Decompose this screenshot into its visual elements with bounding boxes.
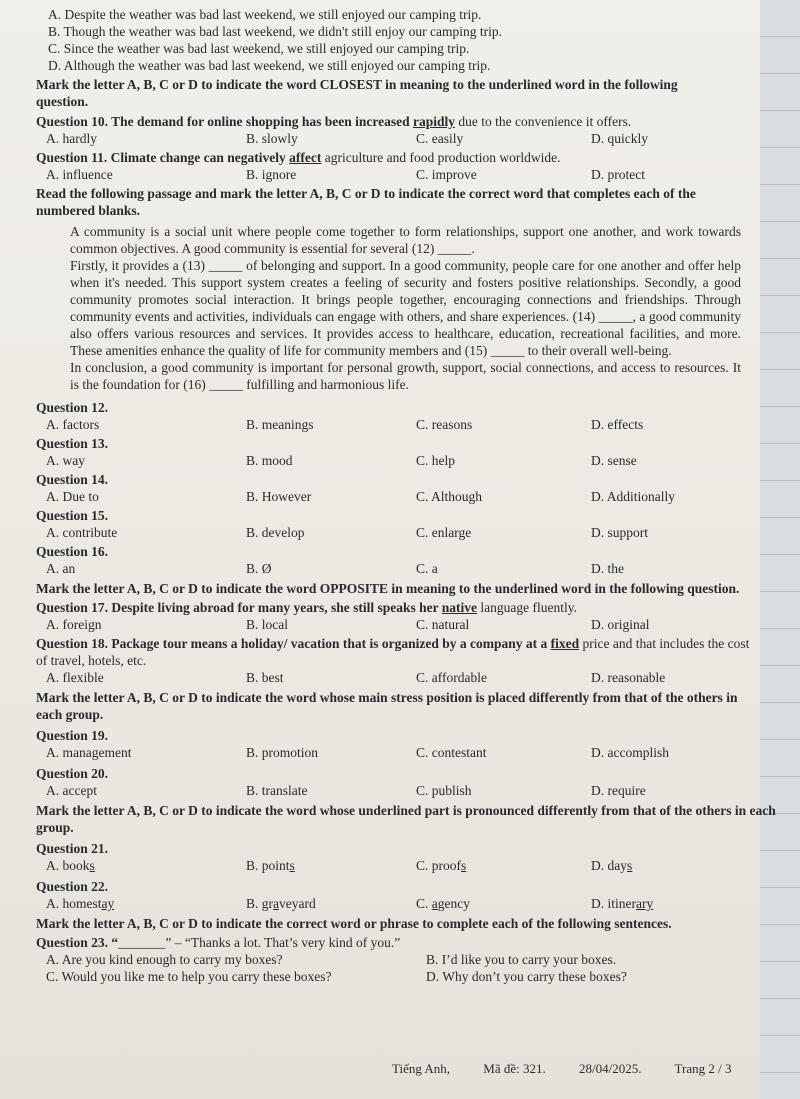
instruction-passage: Read the following passage and mark the letter A, B, C or D to indicate the correct word that completes each of the numbered blanks. xyxy=(36,186,696,218)
footer-date: 28/04/2025. xyxy=(579,1061,642,1076)
q18-after: price and that includes the cost of travel, hotels, etc. xyxy=(36,636,750,668)
q14-option-d[interactable]: D. Additionally xyxy=(591,489,675,504)
q11-option-a[interactable]: A. influence xyxy=(46,167,113,182)
q11-before: Question 11. Climate change can negatively xyxy=(36,150,290,165)
q22-option-c[interactable]: C. agency xyxy=(416,896,470,911)
q19-option-c[interactable]: C. contestant xyxy=(416,745,487,760)
q17-option-b[interactable]: B. local xyxy=(246,617,288,632)
question-16 xyxy=(36,543,766,577)
q12-option-d[interactable]: D. effects xyxy=(591,417,644,432)
q13-label: Question 13. xyxy=(36,436,109,451)
question-11 xyxy=(36,149,766,166)
q10-before: Question 10. The demand for online shopping has been increased xyxy=(36,114,413,129)
q11-option-d[interactable]: D. protect xyxy=(591,167,645,182)
q23-option-d[interactable]: D. Why don’t you carry these boxes? xyxy=(426,969,627,984)
q21-option-d[interactable]: D. days xyxy=(591,858,633,873)
q13-option-d[interactable]: D. sense xyxy=(591,453,637,468)
q18-option-a[interactable]: A. flexible xyxy=(46,670,104,685)
q18-underlined: fixed xyxy=(550,636,580,651)
q16-option-a[interactable]: A. an xyxy=(46,561,76,576)
instruction-pronounce: Mark the letter A, B, C or D to indicate the word whose underlined part is pronounced differently from that of the others in each group. xyxy=(36,803,776,835)
q18-option-c[interactable]: C. affordable xyxy=(416,670,487,685)
page-edge xyxy=(760,0,800,1099)
footer-code: Mã đề: 321. xyxy=(483,1061,546,1076)
q13-options xyxy=(36,452,766,469)
q17-after: language fluently. xyxy=(477,600,577,615)
question-17 xyxy=(36,599,766,616)
q12-option-c[interactable]: C. reasons xyxy=(416,417,473,432)
footer-subject: Tiếng Anh, xyxy=(392,1061,451,1076)
passage-paragraph-3: In conclusion, a good community is important for personal growth, support, social connections, and access to resources. It is the foundation for (16) _____ fulfilling and harmonious life. xyxy=(70,360,741,392)
instruction-complete: Mark the letter A, B, C or D to indicate the correct word or phrase to complete each of the following sentences. xyxy=(36,916,672,931)
q10-option-d[interactable]: D. quickly xyxy=(591,131,648,146)
passage xyxy=(36,223,741,393)
q18-option-d[interactable]: D. reasonable xyxy=(591,670,666,685)
question-18 xyxy=(36,635,761,669)
q20-option-a[interactable]: A. accept xyxy=(46,783,97,798)
q10-underlined: rapidly xyxy=(412,114,455,129)
question-19 xyxy=(36,727,766,761)
q17-option-d[interactable]: D. original xyxy=(591,617,650,632)
q16-option-d[interactable]: D. the xyxy=(591,561,624,576)
q18-option-b[interactable]: B. best xyxy=(246,670,284,685)
q12-label: Question 12. xyxy=(36,400,109,415)
q23-options xyxy=(36,951,766,985)
q10-option-a[interactable]: A. hardly xyxy=(46,131,97,146)
q22-option-a[interactable]: A. homestay xyxy=(46,896,115,911)
q19-option-b[interactable]: B. promotion xyxy=(246,745,319,760)
q10-after: due to the convenience it offers. xyxy=(454,114,632,129)
q23-option-b[interactable]: B. I’d like you to carry your boxes. xyxy=(426,952,617,967)
q13-option-b[interactable]: B. mood xyxy=(246,453,293,468)
top-option-b: B. Though the weather was bad last weekend, we didn't still enjoy our camping trip. xyxy=(48,24,502,39)
q17-before: Question 17. Despite living abroad for many years, she still speaks her xyxy=(36,600,442,615)
q22-options xyxy=(36,895,766,912)
q17-options xyxy=(36,616,766,633)
q13-option-c[interactable]: C. help xyxy=(416,453,455,468)
q16-options xyxy=(36,560,766,577)
q20-label: Question 20. xyxy=(36,766,109,781)
top-option-d: D. Although the weather was bad last weekend, we still enjoyed our camping trip. xyxy=(48,58,491,73)
footer-page: Trang 2 / 3 xyxy=(674,1061,732,1076)
q19-option-d[interactable]: D. accomplish xyxy=(591,745,669,760)
q23-option-a[interactable]: A. Are you kind enough to carry my boxes? xyxy=(46,952,283,967)
q14-option-c[interactable]: C. Although xyxy=(416,489,483,504)
q14-options xyxy=(36,488,766,505)
q11-options xyxy=(36,166,766,183)
q12-options xyxy=(36,416,766,433)
q22-label: Question 22. xyxy=(36,879,109,894)
q20-option-c[interactable]: C. publish xyxy=(416,783,472,798)
q21-options xyxy=(36,857,766,874)
q23-blank: _______ xyxy=(118,935,166,950)
q17-option-a[interactable]: A. foreign xyxy=(46,617,102,632)
q11-after: agriculture and food production worldwide. xyxy=(321,150,561,165)
q18-before: Question 18. Package tour means a holiday/ vacation that is organized by a company at a xyxy=(36,636,551,651)
q15-option-a[interactable]: A. contribute xyxy=(46,525,118,540)
q21-option-a[interactable]: A. books xyxy=(46,858,95,873)
q22-option-b[interactable]: B. graveyard xyxy=(246,896,316,911)
q19-label: Question 19. xyxy=(36,728,109,743)
top-option-c: C. Since the weather was bad last weekend, we still enjoyed our camping trip. xyxy=(48,41,470,56)
q13-option-a[interactable]: A. way xyxy=(46,453,85,468)
page-footer xyxy=(392,1061,731,1077)
top-option-a: A. Despite the weather was bad last weekend, we still enjoyed our camping trip. xyxy=(48,7,482,22)
q17-underlined: native xyxy=(441,600,478,615)
q21-label: Question 21. xyxy=(36,841,109,856)
q20-options xyxy=(36,782,766,799)
q20-option-d[interactable]: D. require xyxy=(591,783,646,798)
q15-option-b[interactable]: B. develop xyxy=(246,525,305,540)
q16-label: Question 16. xyxy=(36,544,109,559)
q19-option-a[interactable]: A. management xyxy=(46,745,132,760)
passage-paragraph-2: Firstly, it provides a (13) _____ of belonging and support. In a good community, people care for one another and offer help when it's needed. This support system creates a feeling of security and fosters positive relationships. Secondly, a good community promotes social interaction. It brings people together, encouraging connections and friendships. Through community events and activities, individuals can engage with others, and share experiences. (14) _____, a good community also offers various resources and services. It provides access to healthcare, education, recreational facilities, and more. These amenities enhance the quality of life for community members and (15) _____ to their overall well-being. xyxy=(70,258,741,358)
question-22 xyxy=(36,878,766,912)
q21-option-c[interactable]: C. proofs xyxy=(416,858,467,873)
question-21 xyxy=(36,840,766,874)
q22-option-d[interactable]: D. itinerary xyxy=(591,896,654,911)
question-20 xyxy=(36,765,766,799)
question-14 xyxy=(36,471,766,505)
q11-option-b[interactable]: B. ignore xyxy=(246,167,297,182)
question-23 xyxy=(36,934,766,951)
instruction-opposite: Mark the letter A, B, C or D to indicate the word OPPOSITE in meaning to the underlined word in the following question. xyxy=(36,581,740,596)
passage-paragraph-1: A community is a social unit where people come together to form relationships, support one another, and work towards common objectives. A good community is essential for several (12) _____. xyxy=(70,224,741,256)
q18-options xyxy=(36,669,766,686)
q14-option-b[interactable]: B. However xyxy=(246,489,312,504)
q15-options xyxy=(36,524,766,541)
question-15 xyxy=(36,507,766,541)
q10-option-c[interactable]: C. easily xyxy=(416,131,464,146)
q12-option-b[interactable]: B. meanings xyxy=(246,417,314,432)
q16-option-b[interactable]: B. Ø xyxy=(246,561,272,576)
q16-option-c[interactable]: C. a xyxy=(416,561,438,576)
q10-option-b[interactable]: B. slowly xyxy=(246,131,298,146)
q14-label: Question 14. xyxy=(36,472,109,487)
question-10 xyxy=(36,113,766,130)
q23-after: ” – “Thanks a lot. That’s very kind of you.” xyxy=(165,935,401,950)
q14-option-a[interactable]: A. Due to xyxy=(46,489,99,504)
instruction-closest: Mark the letter A, B, C or D to indicate the word CLOSEST in meaning to the underlined word in the following question. xyxy=(36,77,678,109)
q23-option-c[interactable]: C. Would you like me to help you carry these boxes? xyxy=(46,969,332,984)
q15-option-d[interactable]: D. support xyxy=(591,525,648,540)
top-options xyxy=(36,6,766,74)
question-13 xyxy=(36,435,766,469)
q23-label: Question 23. “ xyxy=(36,935,119,950)
exam-content xyxy=(36,6,776,985)
q15-option-c[interactable]: C. enlarge xyxy=(416,525,472,540)
q15-label: Question 15. xyxy=(36,508,109,523)
q11-underlined: affect xyxy=(289,150,322,165)
instruction-stress: Mark the letter A, B, C or D to indicate the word whose main stress position is placed differently from that of the others in each group. xyxy=(36,690,738,722)
q11-option-c[interactable]: C. improve xyxy=(416,167,477,182)
q12-option-a[interactable]: A. factors xyxy=(46,417,100,432)
q21-option-b[interactable]: B. points xyxy=(246,858,295,873)
q20-option-b[interactable]: B. translate xyxy=(246,783,308,798)
q10-options xyxy=(36,130,766,147)
q19-options xyxy=(36,744,766,761)
q17-option-c[interactable]: C. natural xyxy=(416,617,470,632)
question-12 xyxy=(36,399,766,433)
